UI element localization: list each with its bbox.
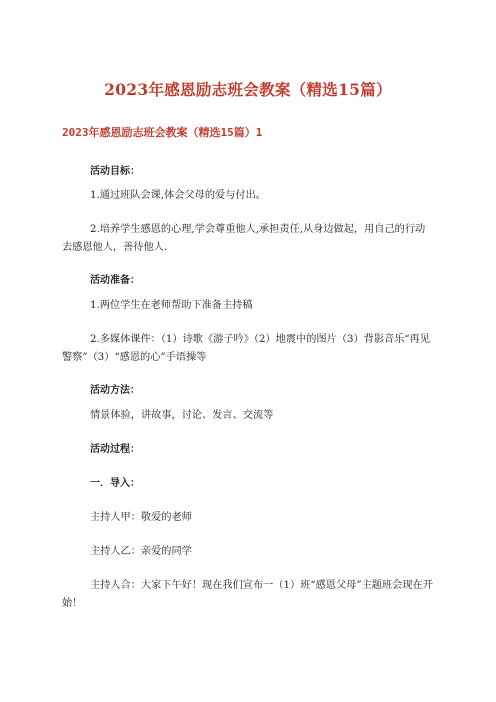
goal-item-2: 2.培养学生感恩的心理,学会尊重他人,承担责任,从身边做起，用自己的行动去感恩他人，善待他人. [62, 224, 426, 253]
step-intro: 一．导入： [90, 478, 140, 489]
heading-method: 活动方法： [90, 385, 140, 396]
host-b-line: 主持人乙：亲爱的同学 [90, 546, 192, 557]
prep-item-1: 1.两位学生在老师帮助下准备主持稿 [90, 300, 253, 311]
host-ab-line: 主持人合：大家下午好！现在我们宣布一（1）班“感恩父母”主题班会现在开始！ [62, 580, 433, 609]
prep-item-2: 2.多媒体课件：（1）诗歌《游子吟》（2）地震中的图片（3）背影音乐“再见警察”（3）“感恩的心”手语操等 [62, 334, 430, 363]
heading-prep: 活动准备： [90, 275, 140, 286]
heading-goal: 活动目标： [90, 166, 140, 177]
document-title: 2023年感恩励志班会教案（精选15篇） [104, 80, 392, 99]
heading-process: 活动过程： [90, 444, 140, 455]
host-a-line: 主持人甲：敬爱的老师 [90, 512, 192, 523]
section-subtitle: 2023年感恩励志班会教案（精选15篇）1 [62, 126, 263, 139]
method-item-1: 情景体验，讲故事，讨论、发言、交流等 [90, 410, 274, 421]
goal-item-1: 1.通过班队会课,体会父母的爱与付出。 [90, 190, 266, 201]
